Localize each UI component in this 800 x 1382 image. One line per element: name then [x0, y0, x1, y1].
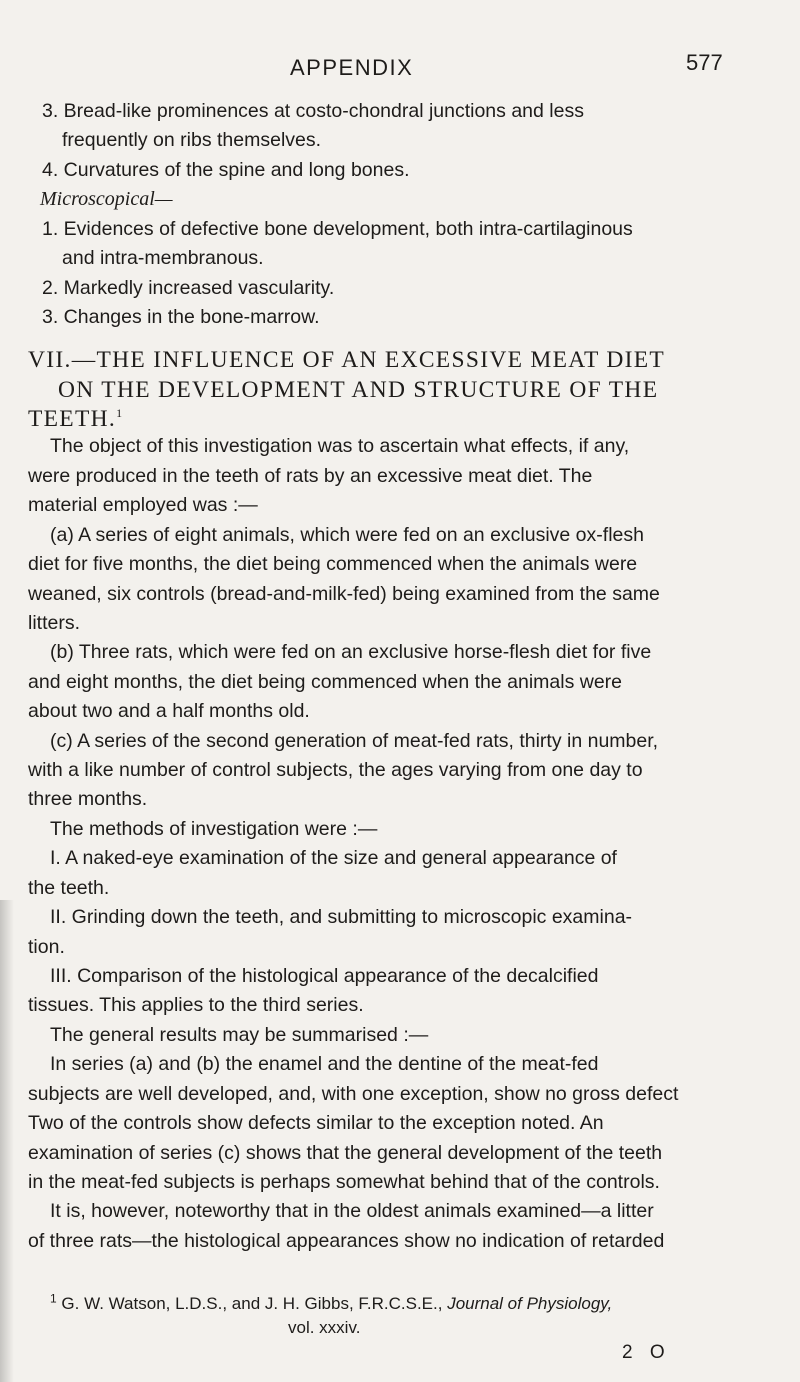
footnote	[50, 1291, 613, 1314]
footnote-journal: Journal of Physiology,	[447, 1294, 613, 1313]
text-line: examination of series (c) shows that the general development of the teeth	[28, 1142, 663, 1164]
section-heading-line: ON THE DEVELOPMENT AND STRUCTURE OF THE	[58, 377, 659, 403]
text-line: frequently on ribs themselves.	[62, 129, 322, 151]
text-line: material employed was :—	[28, 494, 258, 516]
text-line: 4. Curvatures of the spine and long bones.	[42, 159, 410, 181]
text-line: about two and a half months old.	[28, 700, 310, 722]
text-line: the teeth.	[28, 877, 110, 899]
text-line: The methods of investigation were :—	[50, 818, 378, 840]
text-line: three months.	[28, 788, 148, 810]
text-line: III. Comparison of the histological appearance of the decalcified	[50, 965, 599, 987]
subheading: Microscopical—	[40, 188, 173, 210]
footnote-volume: vol. xxxiv.	[288, 1318, 361, 1337]
text-line: in the meat-fed subjects is perhaps somewhat behind that of the controls.	[28, 1171, 660, 1193]
signature-mark: 2 O	[622, 1342, 671, 1363]
text-line: It is, however, noteworthy that in the oldest animals examined—a litter	[50, 1200, 654, 1222]
text-line: 1. Evidences of defective bone development, both intra-cartilaginous	[42, 218, 633, 240]
text-line: diet for five months, the diet being commenced when the animals were	[28, 553, 638, 575]
section-heading-line: VII.—THE INFLUENCE OF AN EXCESSIVE MEAT DIET	[28, 347, 666, 373]
text-line: Two of the controls show defects similar to the exception noted. An	[28, 1112, 604, 1134]
text-line: and intra-membranous.	[62, 247, 264, 269]
footnote-reference: 1	[116, 406, 124, 421]
text-line: and eight months, the diet being commenced when the animals were	[28, 671, 623, 693]
text-line: 2. Markedly increased vascularity.	[42, 277, 335, 299]
text-line: (c) A series of the second generation of meat-fed rats, thirty in number,	[50, 730, 659, 752]
text-line: subjects are well developed, and, with one exception, show no gross defect	[28, 1083, 679, 1105]
text-line: of three rats—the histological appearances show no indication of retarded	[28, 1230, 665, 1252]
footnote-text: G. W. Watson, L.D.S., and J. H. Gibbs, F.R.C.S.E.,	[61, 1294, 443, 1313]
text-line: (a) A series of eight animals, which were fed on an exclusive ox-flesh	[50, 524, 644, 546]
section-heading-line: TEETH.$^1$	[28, 406, 124, 432]
text-line: The object of this investigation was to ascertain what effects, if any,	[50, 435, 630, 457]
text-line: I. A naked-eye examination of the size and general appearance of	[50, 847, 617, 869]
text-line: In series (a) and (b) the enamel and the dentine of the meat-fed	[50, 1053, 599, 1075]
footnote-marker: 1	[50, 1291, 57, 1306]
text-line: were produced in the teeth of rats by an excessive meat diet. The	[28, 465, 593, 487]
running-header: APPENDIX	[290, 55, 414, 80]
page-number: 577	[686, 50, 723, 75]
text-line: The general results may be summarised :—	[50, 1024, 429, 1046]
text-line: weaned, six controls (bread-and-milk-fed) being examined from the same	[28, 583, 660, 605]
text-line: 3. Bread-like prominences at costo-chondral junctions and less	[42, 100, 584, 122]
text-line: with a like number of control subjects, the ages varying from one day to	[28, 759, 643, 781]
text-line: tissues. This applies to the third series.	[28, 994, 364, 1016]
page-edge-shadow	[0, 900, 14, 1382]
text-line: II. Grinding down the teeth, and submitting to microscopic examina-	[50, 906, 633, 928]
text-line: tion.	[28, 936, 65, 958]
text-line: 3. Changes in the bone-marrow.	[42, 306, 320, 328]
text-line: litters.	[28, 612, 81, 634]
text-line: (b) Three rats, which were fed on an exclusive horse-flesh diet for five	[50, 641, 652, 663]
